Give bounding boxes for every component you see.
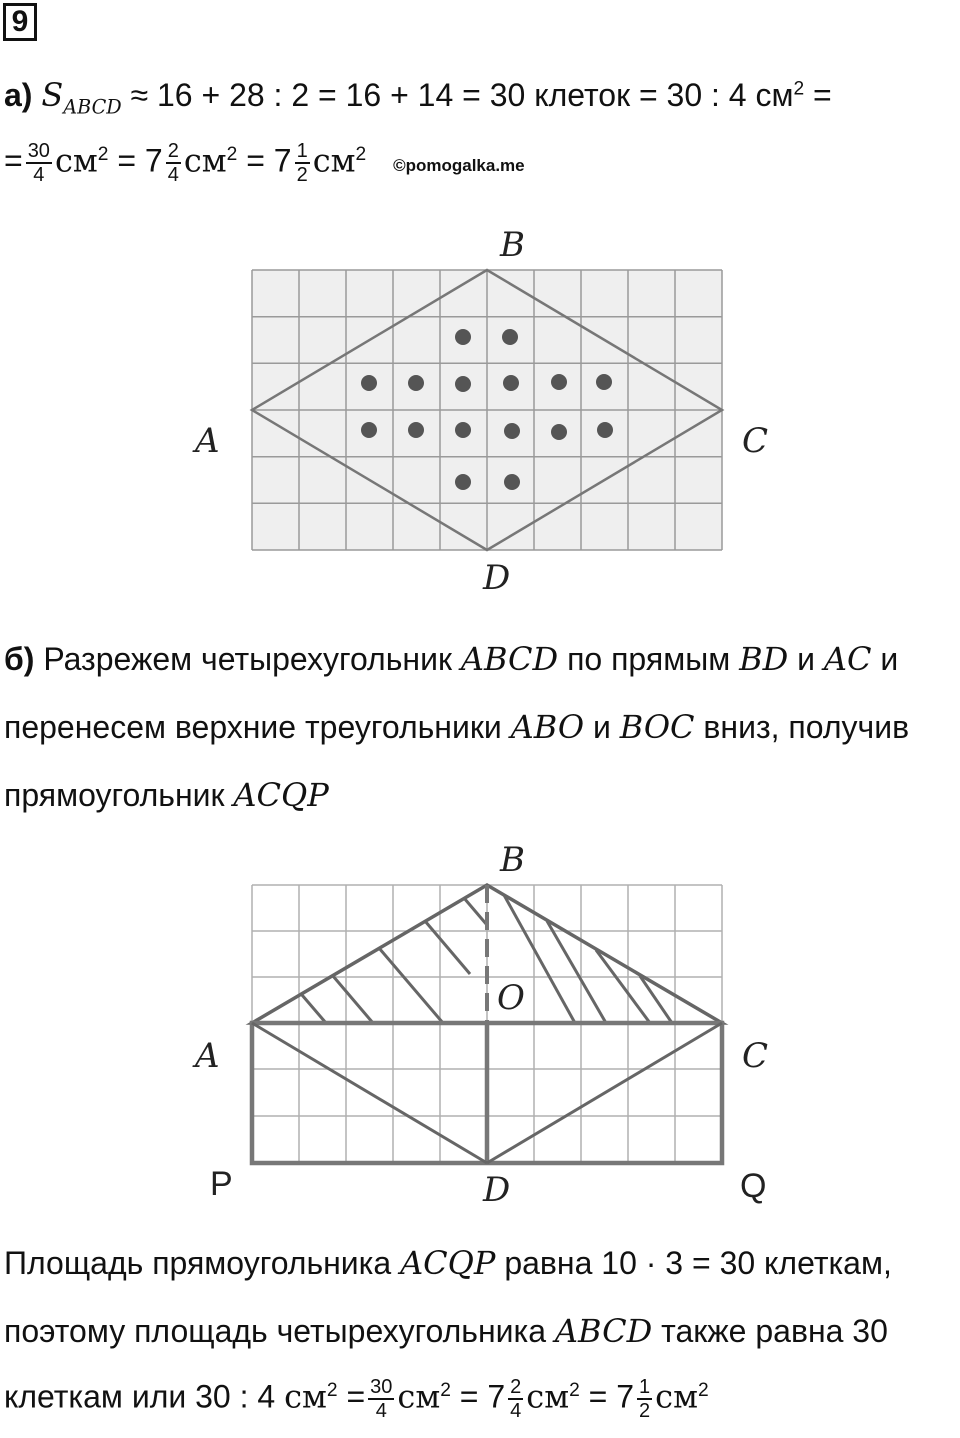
vertex-label-c: C <box>742 1036 769 1076</box>
area-symbol: S <box>41 76 64 114</box>
vertex-label-d: D <box>483 1170 511 1210</box>
result-lead-equals: = <box>4 142 23 179</box>
part-a-result-line: = $\frac{30}{4}$ $см^2 = 7$ $\frac{2}{4}$ $см^2 = 7$ $\frac{1}{2}$ $см^2$ ©pomogalka.me <box>4 140 525 186</box>
fraction-2-4: $\frac{2}{4}$ <box>167 140 179 186</box>
part-b-line-2: перенесем верхние треугольники ABO и BOC вниз, получив <box>4 708 910 746</box>
mixed-whole: = 7 <box>117 142 163 179</box>
vertex-label-a: A <box>195 1036 220 1076</box>
part-b-line-1: б) Разрежем четырехугольник ABCD по прямым BD и AC и <box>4 640 899 678</box>
fraction-1-2: $\frac{1}{2}$ <box>296 140 308 186</box>
area-formula-equals: = <box>813 77 832 113</box>
area-formula: ≈ 16 + 28 : 2 = 16 + 14 = 30 клеток = 30 : 4 см <box>130 77 794 113</box>
conclusion-line-1: Площадь прямоугольника ACQP равна 10 · 3 = 30 клеткам, <box>4 1244 892 1282</box>
vertex-label-a: A <box>195 421 220 461</box>
part-a-formula-line <box>4 76 832 118</box>
part-a-label: а) <box>4 77 33 113</box>
area-formula-exponent: 2 <box>793 78 805 100</box>
part-b-label: б) <box>4 641 35 677</box>
vertex-label-d: D <box>483 558 511 598</box>
vertex-label-o: O <box>497 978 525 1018</box>
vertex-label-b: B <box>500 225 525 265</box>
vertex-label-c: C <box>742 421 769 461</box>
vertex-label-q: Q <box>740 1167 767 1205</box>
vertex-label-p: P <box>210 1165 233 1203</box>
figure-rearranged-rectangle <box>0 835 960 1220</box>
segment-cd <box>487 1023 722 1163</box>
fraction-30-4: $\frac{30}{4}$ <box>370 1376 393 1422</box>
unit-cm: см <box>54 141 98 180</box>
area-subscript: ABCD <box>63 95 122 119</box>
fraction-2-4: $\frac{2}{4}$ <box>510 1376 522 1422</box>
task-number: 9 <box>3 3 37 41</box>
vertex-label-b: B <box>500 840 525 880</box>
figure-rhombus-grid <box>0 220 960 610</box>
fraction-1-2: $\frac{1}{2}$ <box>639 1376 651 1422</box>
segment-ad <box>252 1023 487 1163</box>
fraction-30-4: $\frac{30}{4}$ <box>27 140 50 186</box>
part-b-line-3: прямоугольник ACQP <box>4 776 329 814</box>
conclusion-line-2: поэтому площадь четырехугольника ABCD также равна 30 <box>4 1312 888 1350</box>
watermark: ©pomogalka.me <box>393 156 525 176</box>
conclusion-line-3: клеткам или 30 : 4 $см^2$ = $\frac{30}{4}$ $см^2 = 7$ $\frac{2}{4}$ $см^2 = 7$ $\frac{1}{2}$ $см^2$ <box>4 1376 709 1422</box>
